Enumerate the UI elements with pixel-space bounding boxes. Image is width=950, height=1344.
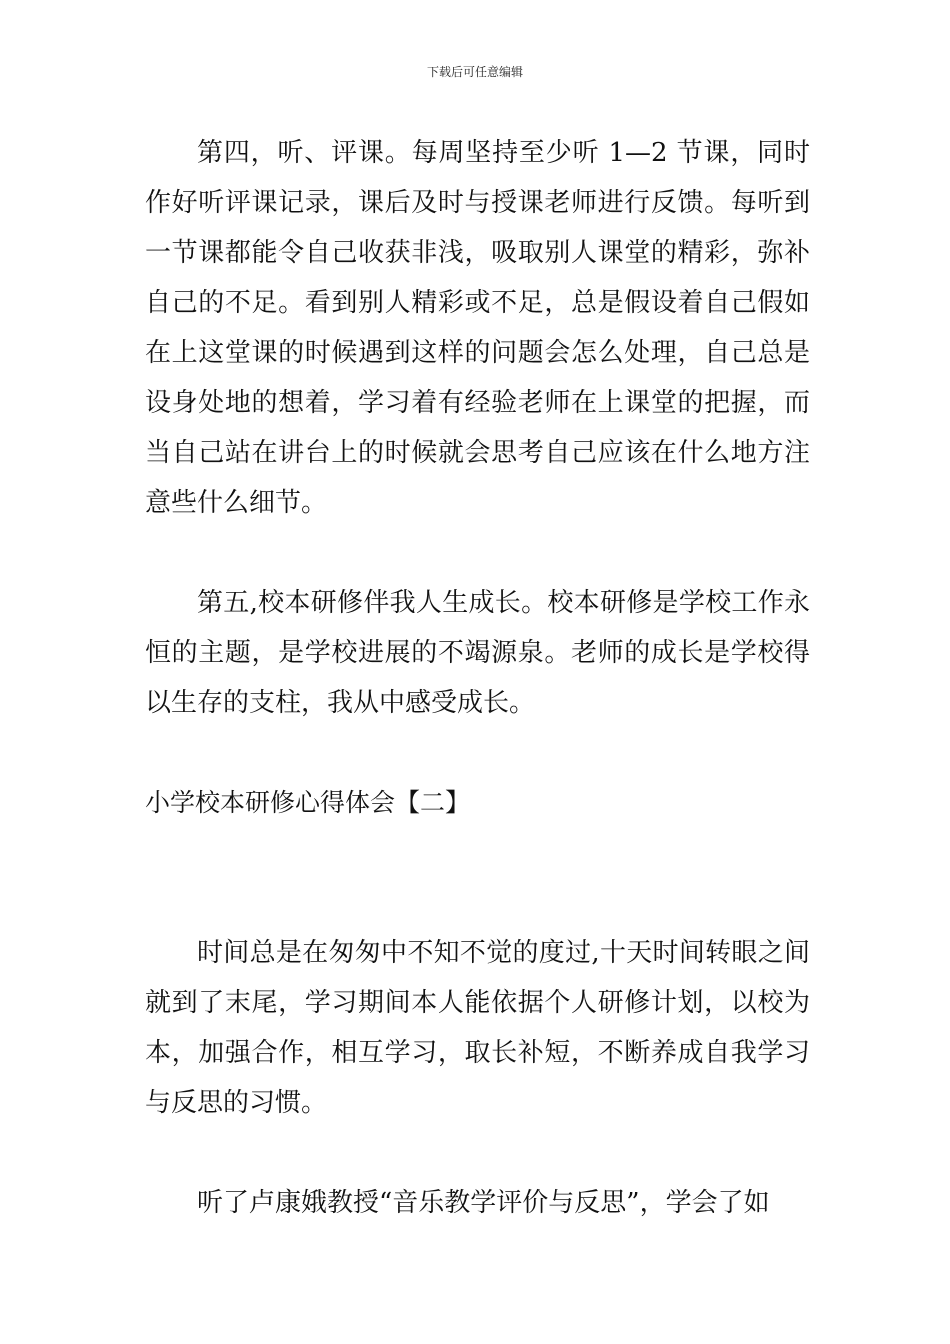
section-heading: 小学校本研修心得体会【二】 — [145, 788, 471, 817]
page-header: 下载后可任意编辑 — [426, 65, 523, 79]
paragraph-intro: 时间总是在匆匆中不知不觉的度过,十天时间转眼之间就到了末尾，学习期间本人能依据个人研修计划，以校为本，加强合作，相互学习，取长补短，不断养成自我学习与反思的习惯。 — [145, 938, 810, 1118]
paragraph-4th-point: 第四，听、评课。每周坚持至少听 1—2 节课，同时作好听评课记录，课后及时与授课老师进行反馈。每听到一节课都能令自己收获非浅，吸取别人课堂的精彩，弥补自己的不足。看到别人精彩或不足，总是假设着自己假如在上这堂课的时候遇到这样的问题会怎么处理，自己总是设身处地的想着，学习着有经验老师在上课堂的把握，而当自己站在讲台上的时候就会思考自己应该在什么地方注意些什么细节。 — [145, 138, 810, 518]
paragraph-5th-point: 第五,校本研修伴我人生成长。校本研修是学校工作永恒的主题，是学校进展的不竭源泉。老师的成长是学校得以生存的支柱，我从中感受成长。 — [145, 588, 810, 718]
paragraph-lecture: 听了卢康娥教授“音乐教学评价与反思”，学会了如 — [197, 1188, 770, 1218]
document-body — [145, 128, 810, 1228]
